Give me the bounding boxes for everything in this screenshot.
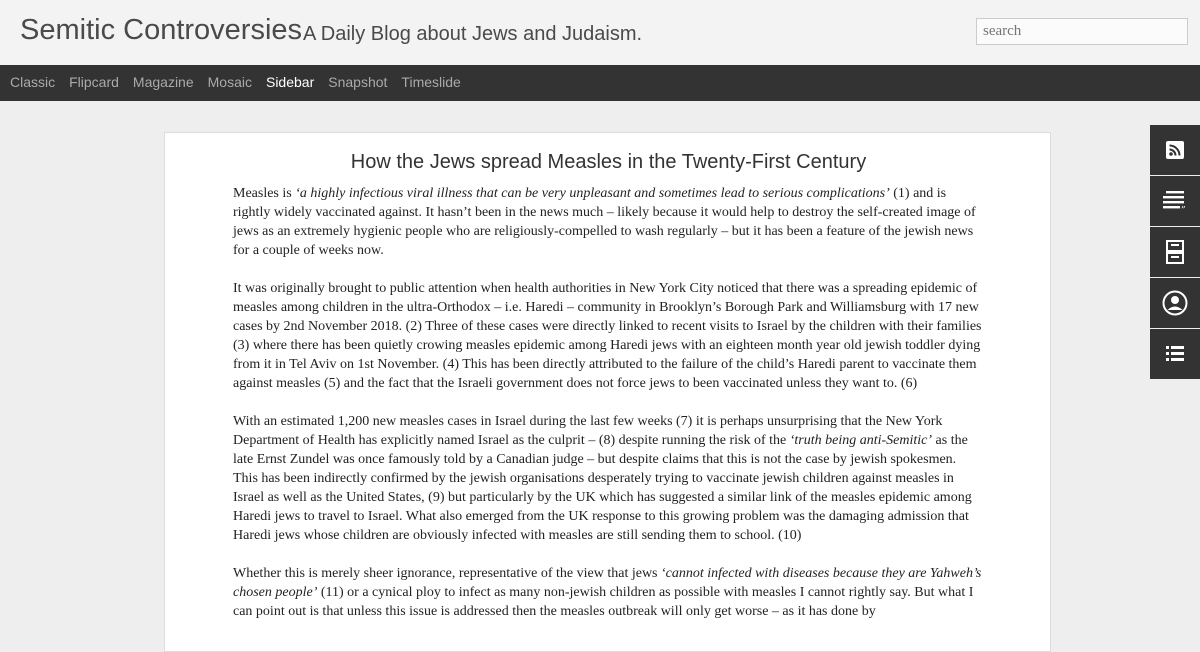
nav-item-magazine[interactable]: Magazine — [132, 74, 194, 90]
paragraph-text: (11) or a cynical ploy to infect as many non-jewish children as possible with measles I cannot rightly say. But what I can point out is that unless this issue is addressed then the measles outbreak will only get worse – as it has done by — [233, 585, 974, 619]
archive-tab[interactable] — [1150, 227, 1200, 277]
profile-tab[interactable] — [1150, 278, 1200, 328]
blog-title[interactable]: Semitic Controversies — [20, 14, 303, 46]
profile-icon — [1162, 290, 1188, 316]
nav-item-classic[interactable]: Classic — [10, 74, 56, 90]
post-paragraph — [233, 412, 983, 545]
labels-tab[interactable] — [1150, 329, 1200, 379]
blog-description: A Daily Blog about Jews and Judaism. — [303, 23, 643, 45]
nav-item-mosaic[interactable]: Mosaic — [207, 74, 252, 90]
side-gadget-tabs — [1150, 125, 1200, 380]
archive-icon — [1166, 240, 1184, 264]
paragraph-text: With an estimated 1,200 new measles cases in Israel during the last few weeks (7) it is perhaps unsurprising that the New York Department of Health has explicitly named Israel as the culprit – (8) despite running the risk of the — [233, 414, 943, 448]
search-input[interactable] — [976, 18, 1188, 45]
labels-list-icon — [1165, 345, 1185, 363]
paragraph-text: as the late Ernst Zundel was once famously told by a Canadian judge – but despite claims that this is not the case by jewish spokesmen. This has been indirectly confirmed by the jewish organisations desperately trying to vaccinate jewish children against measles in Israel as well as the United States, (9) but particularly by the UK which has suggested a similar link of the measles epidemic among Haredi jews to travel to Israel. What also emerged from the UK response to this growing problem was the damaging admission that Haredi jews whose children are obviously infected with measles are still sending them to school. (10) — [233, 433, 972, 543]
post-title[interactable]: How the Jews spread Measles in the Twenty-First Century — [350, 151, 867, 173]
paragraph-quote: ‘cannot infected with diseases because they are Yahweh’s chosen people’ — [233, 566, 982, 600]
blog-header — [0, 0, 1200, 65]
posts-list-icon — [1162, 189, 1188, 213]
svg-text:”: ” — [1181, 206, 1186, 213]
post-paragraph — [233, 184, 983, 260]
view-nav-bar — [0, 65, 1200, 101]
rss-tab[interactable] — [1150, 125, 1200, 175]
rss-icon — [1165, 140, 1185, 160]
post-body — [233, 184, 983, 640]
post-card — [164, 132, 1051, 652]
nav-item-flipcard[interactable]: Flipcard — [69, 74, 119, 90]
paragraph-quote: ‘truth being anti-Semitic’ — [789, 433, 933, 448]
paragraph-text: Whether this is merely sheer ignorance, representative of the view that jews — [233, 566, 662, 581]
post-paragraph: It was originally brought to public attention when health authorities in New York City noticed that there was a spreading epidemic of measles among children in the ultra-Orthodox – i.e. Haredi – community in Brooklyn’s Borough Park and Williamsburg with 17 new cases by 2nd November 2018. (2) Three of these cases were directly linked to recent visits to Israel by the children with their families (3) where there has been quietly crowing measles epidemic among Haredi jews with an eighteen month year old jewish toddler dying from it in Tel Aviv on 1st November. (4) This has been directly attributed to the failure of the child’s Haredi parent to vaccinate them against measles (5) and the fact that the Israeli government does not force jews to been vaccinated unless they want to. (6) — [233, 281, 982, 391]
nav-item-sidebar[interactable]: Sidebar — [265, 74, 315, 90]
post-paragraph — [233, 564, 983, 621]
nav-item-snapshot[interactable]: Snapshot — [328, 74, 388, 90]
paragraph-text: Measles is — [233, 186, 296, 201]
paragraph-text: (1) and is rightly widely vaccinated against. It hasn’t been in the news much – likely because it would help to destroy the self-created image of jews as an extremely hygienic people who are religiously-compelled to wash regularly – but it has been a feature of the jewish news for a couple of weeks now. — [233, 186, 976, 258]
paragraph-quote: ‘a highly infectious viral illness that can be very unpleasant and sometimes lead to serious complications’ — [295, 186, 890, 201]
posts-tab[interactable] — [1150, 176, 1200, 226]
nav-item-timeslide[interactable]: Timeslide — [401, 74, 461, 90]
